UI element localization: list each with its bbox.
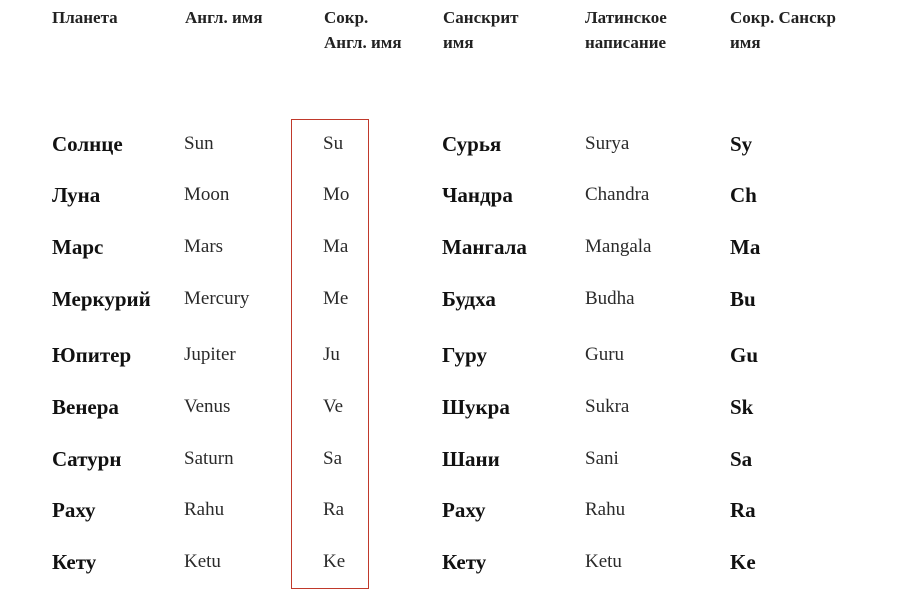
cell-latin-spelling: Ketu: [585, 551, 622, 572]
cell-english-abbr: Mo: [323, 184, 350, 205]
cell-sanskrit-abbr: Ma: [730, 235, 761, 259]
cell-planet: Кету: [52, 550, 97, 574]
cell-english-name: Sun: [184, 133, 214, 154]
cell-planet: Луна: [52, 183, 101, 207]
cell-sanskrit-abbr: Sk: [730, 395, 754, 419]
cell-planet: Венера: [52, 395, 119, 419]
cell-planet: Юпитер: [52, 343, 132, 367]
cell-sanskrit-abbr: Ke: [730, 550, 756, 574]
cell-sanskrit-abbr: Ch: [730, 183, 757, 207]
cell-latin-spelling: Budha: [585, 288, 635, 309]
cell-english-name: Mars: [184, 236, 224, 257]
header-latin-spelling: Латинское написание: [585, 8, 667, 52]
cell-sanskrit-name: Кету: [442, 550, 487, 574]
cell-english-name: Moon: [184, 184, 230, 205]
cell-english-abbr: Ra: [323, 499, 345, 520]
cell-sanskrit-name: Будха: [442, 287, 496, 311]
cell-sanskrit-name: Шукра: [442, 395, 510, 419]
header-planet: Планета: [52, 8, 118, 27]
cell-sanskrit-abbr: Bu: [730, 287, 756, 311]
header-english-name: Англ. имя: [185, 8, 263, 27]
cell-sanskrit-abbr: Gu: [730, 343, 759, 367]
cell-english-abbr: Ke: [323, 551, 346, 572]
cell-latin-spelling: Rahu: [585, 499, 626, 520]
cell-sanskrit-name: Гуру: [442, 343, 487, 367]
cell-english-name: Jupiter: [184, 344, 236, 365]
cell-english-name: Rahu: [184, 499, 225, 520]
cell-sanskrit-name: Мангала: [442, 235, 527, 259]
cell-sanskrit-abbr: Ra: [730, 498, 756, 522]
cell-sanskrit-name: Чандра: [442, 183, 513, 207]
header-sanskrit-name: Санскрит имя: [443, 8, 519, 52]
cell-sanskrit-name: Раху: [442, 498, 486, 522]
header-sanskrit-abbr: Сокр. Санскр имя: [730, 8, 836, 52]
cell-latin-spelling: Guru: [585, 344, 625, 365]
cell-planet: Раху: [52, 498, 96, 522]
cell-latin-spelling: Mangala: [585, 236, 652, 257]
cell-english-abbr: Su: [323, 133, 344, 154]
cell-english-abbr: Sa: [323, 448, 342, 469]
cell-planet: Марс: [52, 235, 104, 259]
cell-sanskrit-abbr: Sa: [730, 447, 753, 471]
cell-planet: Сатурн: [52, 447, 122, 471]
cell-sanskrit-abbr: Sy: [730, 132, 753, 156]
cell-planet: Солнце: [52, 132, 123, 156]
cell-english-abbr: Ju: [323, 344, 340, 365]
cell-english-name: Mercury: [184, 288, 250, 309]
header-english-abbr: Сокр. Англ. имя: [324, 8, 402, 52]
cell-english-name: Saturn: [184, 448, 234, 469]
cell-sanskrit-name: Шани: [442, 447, 500, 471]
cell-sanskrit-name: Сурья: [442, 132, 502, 156]
cell-latin-spelling: Sani: [585, 448, 619, 469]
cell-english-abbr: Ma: [323, 236, 349, 257]
cell-latin-spelling: Chandra: [585, 184, 650, 205]
cell-english-abbr: Ve: [323, 396, 344, 417]
cell-english-name: Venus: [184, 396, 231, 417]
cell-english-name: Ketu: [184, 551, 221, 572]
cell-english-abbr: Me: [323, 288, 349, 309]
cell-latin-spelling: Surya: [585, 133, 630, 154]
cell-latin-spelling: Sukra: [585, 396, 630, 417]
cell-planet: Меркурий: [52, 287, 151, 311]
